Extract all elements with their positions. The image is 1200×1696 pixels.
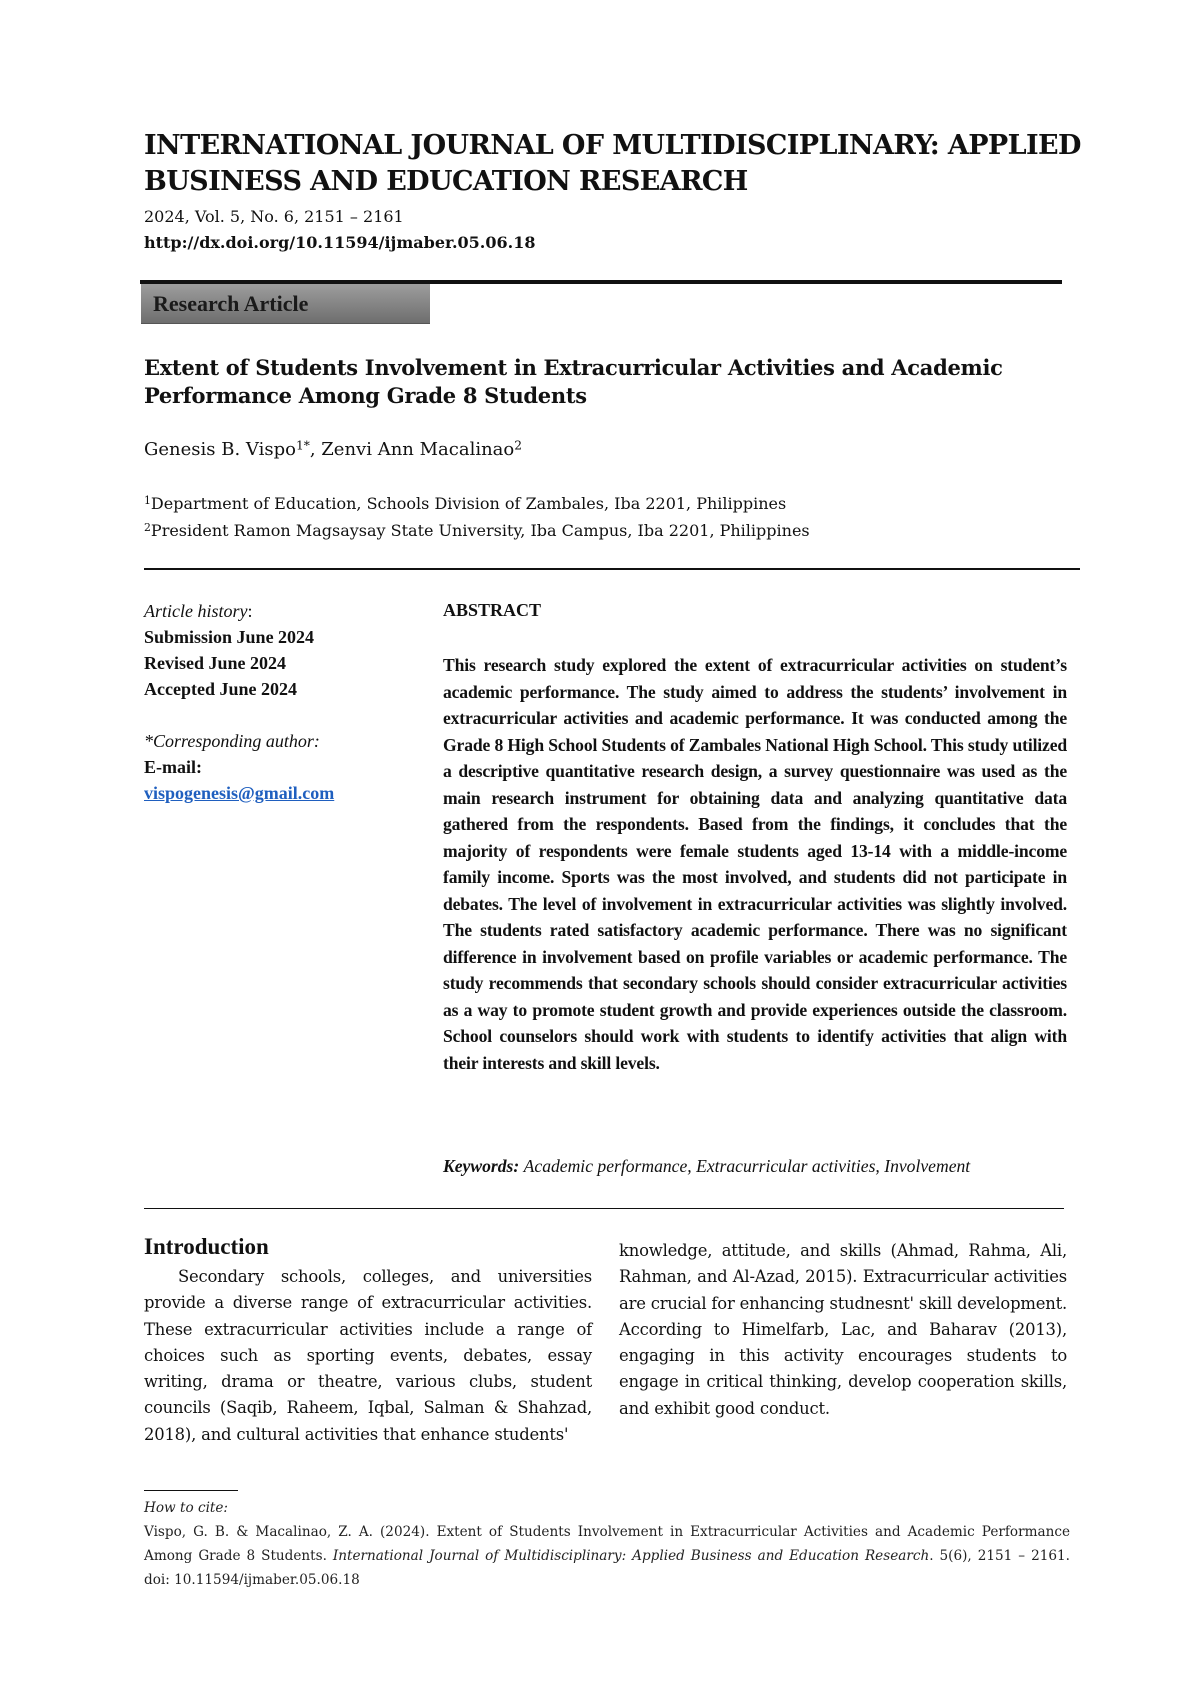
citation-part-2: . 5(6), 2151 – 2161. doi: 10.11594/ijmaber.05.06.18 [144,1548,1070,1588]
email-label: E-mail: [144,757,202,777]
keywords-line [443,1156,1083,1177]
journal-meta [144,204,535,256]
doi-link[interactable]: http://dx.doi.org/10.11594/ijmaber.05.06.18 [144,233,536,252]
affiliation [144,519,810,543]
affiliation [144,492,786,516]
author-list [144,437,522,463]
citation-part-1: Vispo, G. B. & Macalinao, Z. A. (2024). Extent of Students Involvement in Extracurricular Activities and Academic Performance Among Grade 8 Students. [144,1524,1070,1564]
affiliation-number: 2 [144,521,151,535]
paper-title: Extent of Students Involvement in Extracurricular Activities and Academic Performance Among Grade 8 Students [144,355,1003,408]
introduction-column-right: knowledge, attitude, and skills (Ahmad, Rahma, Ali, Rahman, and Al-Azad, 2015). Extracurricular activities are crucial for enhancing studnesnt' skill development. According to Himelfarb, Lac, and Baharav (2013), engaging in this activity encourages students to engage in critical thinking, develop cooperation skills, and exhibit good conduct. [619,1241,1067,1418]
keywords-label: Keywords: [443,1156,520,1176]
accepted-date: Accepted June 2024 [144,679,297,699]
abstract-text: This research study explored the extent of extracurricular activities on student’s academic performance. The study aimed to address the students’ involvement in extracurricular activities and academic performance. It was conducted among the Grade 8 High School Students of Zambales National High School. This study utilized a descriptive quantitative research design, a survey questionnaire was used as the main research instrument for obtaining data and analyzing quantitative data gathered from the respondents. Based from the findings, it concludes that the majority of respondents were female students aged 13-14 with a middle-income family income. Sports was the most involved, and students did not participate in debates. The level of involvement in extracurricular activities was slightly involved. The students rated satisfactory academic performance. There was no significant difference in involvement based on profile variables or academic performance. The study recommends that secondary schools should consider extracurricular activities as a way to promote student growth and provide experiences outside the classroom. School counselors should work with students to identify activities that align with their interests and skill levels. [443,655,1067,1073]
section-rule [144,568,1080,570]
body-rule [144,1208,1064,1209]
journal-title: INTERNATIONAL JOURNAL OF MULTIDISCIPLINARY: APPLIED BUSINESS AND EDUCATION RESEARCH [144,130,1081,197]
citation-footnote [144,1496,1070,1592]
history-label: Article history [144,601,248,621]
submission-date: Submission June 2024 [144,627,315,647]
author-mark: 1* [295,438,310,453]
citation-journal: International Journal of Multidisciplinary: Applied Business and Education Research [332,1548,930,1564]
author-mark: 2 [514,438,523,453]
history-heading [144,598,394,624]
revised-date: Revised June 2024 [144,653,287,673]
citation-text [144,1520,1070,1592]
abstract-heading: ABSTRACT [443,600,542,620]
corresponding-label: *Corresponding author: [144,731,320,751]
author-name: Zenvi Ann Macalinao [321,439,515,460]
affiliation-text: President Ramon Magsaysay State University, Iba Campus, Iba 2201, Philippines [150,521,810,540]
article-info-sidebar [144,598,394,806]
keywords-list: Academic performance, Extracurricular activities, Involvement [523,1156,971,1176]
footnote-rule [144,1490,238,1491]
article-type-label: Research Article [153,291,309,316]
citation-label: How to cite: [144,1500,229,1516]
introduction-heading: Introduction [144,1234,269,1259]
email-link[interactable]: vispogenesis@gmail.com [144,783,335,803]
affiliation-text: Department of Education, Schools Division of Zambales, Iba 2201, Philippines [150,494,787,513]
history-colon: : [247,601,253,621]
affiliation-number: 1 [144,494,151,508]
introduction-column-left: Secondary schools, colleges, and universities provide a diverse range of extracurricular activities. These extracurricular activities include a range of choices such as sporting events, debates, essay writing, drama or theatre, various clubs, student councils (Saqib, Raheem, Iqbal, Salman & Shahzad, 2018), and cultural activities that enhance students' [144,1267,592,1444]
volume-line: 2024, Vol. 5, No. 6, 2151 – 2161 [144,207,404,226]
author-separator: , [309,439,322,460]
author-name: Genesis B. Vispo [144,439,296,460]
